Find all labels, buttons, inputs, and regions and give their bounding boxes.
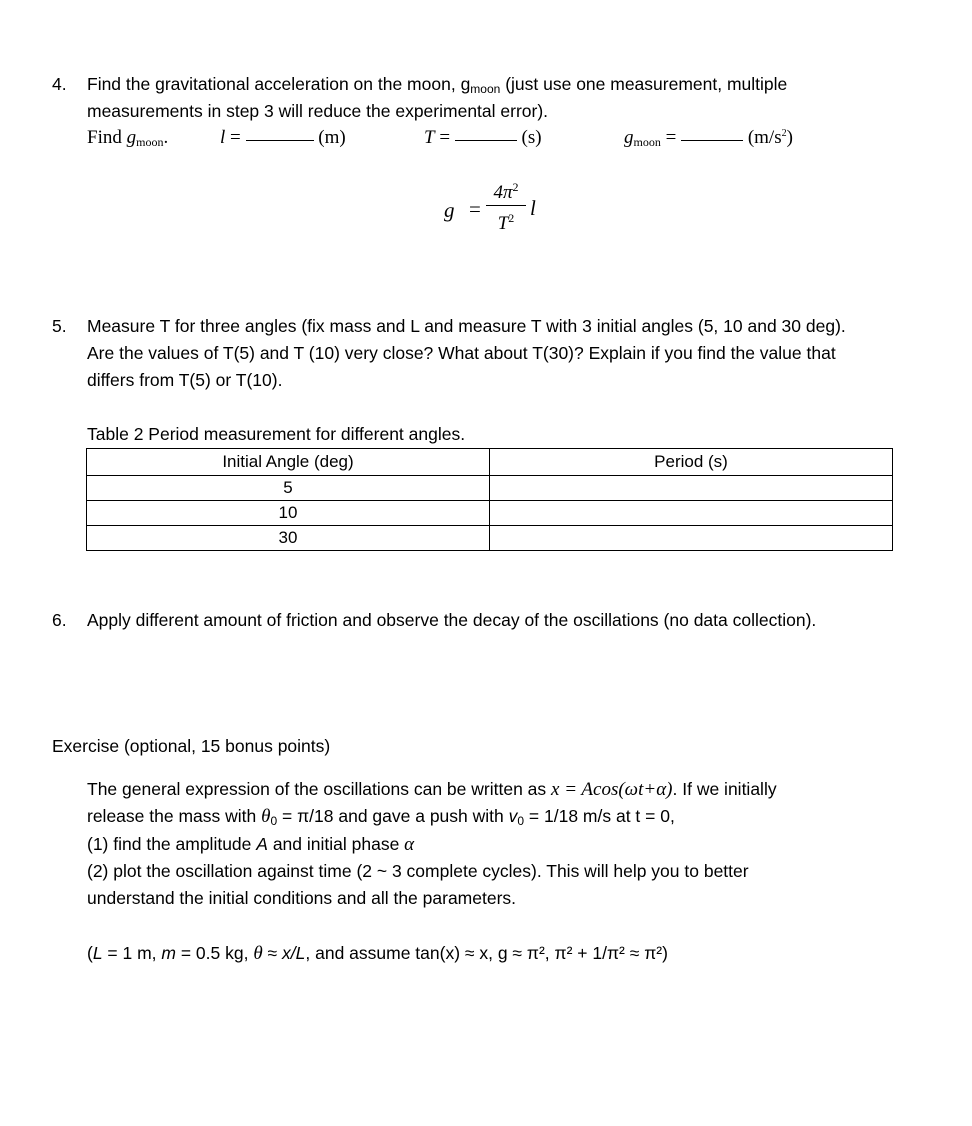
q4-line1-end: (just use one measurement, multiple [500,74,788,94]
exercise-theta0-sub: 0 [270,814,278,828]
q4-find-g-sub: moon [136,135,164,149]
q4-find-dot: . [163,127,169,148]
q4-find-label [87,127,168,150]
formula-g: g [444,198,455,222]
given-L: L [92,943,103,963]
given-d: ≈ [262,943,283,963]
q4-line2: measurements in step 3 will reduce the experimental error). [87,101,549,121]
table2 [86,448,893,551]
given-m: m [161,943,176,963]
given-a: ( [87,943,93,963]
q4-number: 4. [52,74,67,94]
exercise-formula: x = Acos(ωt+α) [551,779,673,800]
exercise-line3 [87,834,414,856]
exercise-line1-b: . If we initially [672,779,777,799]
given-c: = 0.5 kg, [175,943,254,963]
q4-t-blank[interactable] [455,139,517,141]
q4-gm-label: g [624,127,634,148]
q4-gm-unit-post: ) [786,127,793,148]
given-xL: x/L [282,943,306,963]
q4-t-eq: = [434,127,455,148]
q4-gmoon: g [460,74,471,94]
formula-den-text: T [497,213,509,234]
q4-l-blank[interactable] [246,139,314,141]
exercise-line4: (2) plot the oscillation against time (2 ~ 3 complete cycles). This will help you to better [87,861,749,881]
exercise-line3-a: (1) find the amplitude [87,834,257,854]
q4-gm-unit: (m/s [747,127,782,148]
exercise-v0: v [508,806,518,826]
formula-num-text: 4π [493,182,513,203]
q4-l-label: l [220,127,226,148]
q4-l-eq: = [225,127,246,148]
formula-numerator [486,176,526,204]
table2-caption: Table 2 Period measurement for different angles. [87,424,466,444]
table2-angle-cell: 10 [87,501,490,526]
table2-period-cell[interactable] [490,476,893,501]
exercise-line2-b: = π/18 and gave a push with [277,806,509,826]
exercise-line1-a: The general expression of the oscillations can be written as [87,779,552,799]
exercise-line2-a: release the mass with [87,806,262,826]
formula-fraction-bar [486,205,526,206]
q5-number: 5. [52,316,67,336]
table-row [87,526,893,551]
table2-header-row [87,449,893,476]
table-row [87,501,893,526]
q4-gmoon-sub: moon [470,82,501,96]
q5-line3: differs from T(5) or T(10). [87,370,283,390]
formula-den-sup: 2 [508,211,515,225]
q4-gm-field [624,127,793,150]
q4-find-g: g [126,127,137,148]
q4-gm-unit-sup: 2 [781,128,787,139]
q6-number: 6. [52,610,67,630]
formula-equals: = [469,197,481,221]
formula-l: l [530,196,536,220]
table2-angle-cell: 5 [87,476,490,501]
exercise-given [87,943,668,965]
formula-fraction [486,176,526,235]
exercise-A: A [256,834,268,854]
formula-num-sup: 2 [512,180,519,194]
q4-line1-text: Find the gravitational acceleration on the moon, [87,74,461,94]
q4-line1 [87,74,787,96]
q4-l-unit: (m) [318,127,346,148]
exercise-line2 [87,806,675,828]
table-row [87,476,893,501]
exercise-line2-c: = 1/18 m/s at t = 0, [524,806,675,826]
given-theta: θ [253,943,263,964]
table2-header-period: Period (s) [490,449,893,476]
exercise-line3-b: and initial phase [267,834,405,854]
q5-line2: Are the values of T(5) and T (10) very close? What about T(30)? Explain if you find the value that [87,343,836,363]
q4-t-label: T [424,127,435,148]
exercise-theta0: θ [261,806,271,827]
table2-header-angle: Initial Angle (deg) [87,449,490,476]
table2-period-cell[interactable] [490,526,893,551]
q4-gm-sub: moon [633,135,661,149]
exercise-alpha: α [404,834,415,855]
q4-t-field [424,127,542,149]
q4-gm-eq: = [660,127,682,148]
exercise-line5: understand the initial conditions and all the parameters. [87,888,517,908]
q6-text: Apply different amount of friction and observe the decay of the oscillations (no data collection). [87,610,817,630]
exercise-title: Exercise (optional, 15 bonus points) [52,736,331,756]
formula-denominator [486,207,526,235]
given-e: , and assume tan(x) ≈ x, g ≈ π², π² + 1/π² ≈ π²) [305,943,668,963]
exercise-v0-sub: 0 [517,814,525,828]
table2-angle-cell: 30 [87,526,490,551]
given-b: = 1 m, [102,943,162,963]
q4-find-text: Find [87,127,127,148]
q4-l-field [220,127,346,149]
exercise-line1 [87,779,777,801]
q4-t-unit: (s) [521,127,542,148]
table2-period-cell[interactable] [490,501,893,526]
q5-line1: Measure T for three angles (fix mass and L and measure T with 3 initial angles (5, 10 and 30 deg). [87,316,846,336]
q4-gm-blank[interactable] [681,139,743,141]
